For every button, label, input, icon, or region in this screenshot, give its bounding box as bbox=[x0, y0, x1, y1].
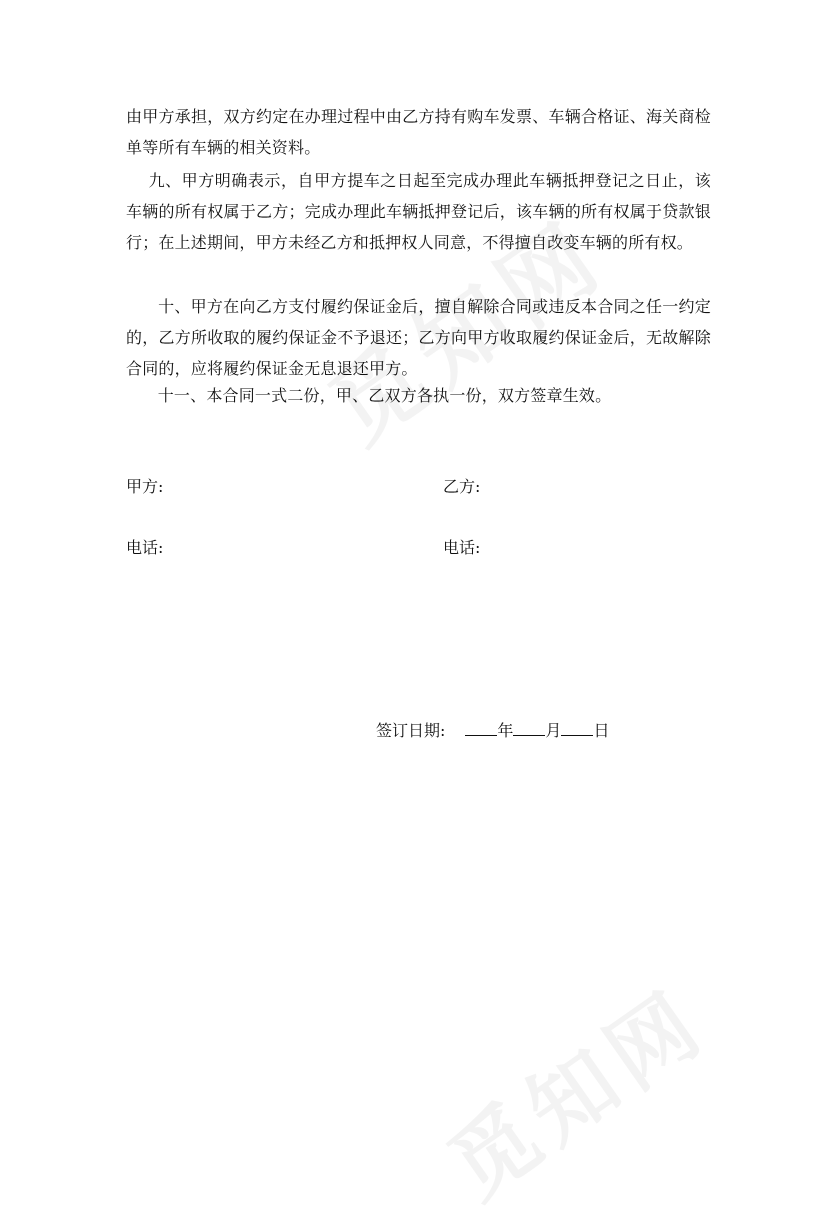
party-a-label: 甲方: bbox=[126, 477, 164, 496]
year-label: 年 bbox=[497, 721, 514, 740]
watermark-bottom bbox=[420, 955, 727, 1222]
day-blank bbox=[561, 721, 593, 736]
year-blank bbox=[465, 721, 497, 736]
day-label: 日 bbox=[593, 721, 610, 740]
party-a-phone-label: 电话: bbox=[126, 538, 164, 557]
paragraph-clause-10: 十、甲方在向乙方支付履约保证金后，擅自解除合同或违反本合同之任一约定的，乙方所收取的履约保证金不予退还；乙方向甲方收取履约保证金后，无故解除合同的，应将履约保证金无息退还甲方。 bbox=[126, 297, 711, 378]
month-label: 月 bbox=[545, 721, 562, 740]
party-b-phone-label: 电话: bbox=[443, 538, 481, 557]
paragraph-continuation: 由甲方承担，双方约定在办理过程中由乙方持有购车发票、车辆合格证、海关商检单等所有车辆的相关资料。 bbox=[126, 107, 711, 157]
paragraph-clause-11: 十一、本合同一式二份，甲、乙双方各执一份，双方签章生效。 bbox=[126, 386, 612, 405]
paragraph-clause-9: 九、甲方明确表示，自甲方提车之日起至完成办理此车辆抵押登记之日止，该车辆的所有权属于乙方；完成办理此车辆抵押登记后，该车辆的所有权属于贷款银行；在上述期间，甲方未经乙方和抵押权人同意，不得擅自改变车辆的所有权。 bbox=[126, 171, 711, 252]
signing-date-label: 签订日期: bbox=[376, 721, 446, 740]
month-blank bbox=[513, 721, 545, 736]
signing-date-row bbox=[376, 720, 609, 742]
party-b-label: 乙方: bbox=[443, 477, 481, 496]
